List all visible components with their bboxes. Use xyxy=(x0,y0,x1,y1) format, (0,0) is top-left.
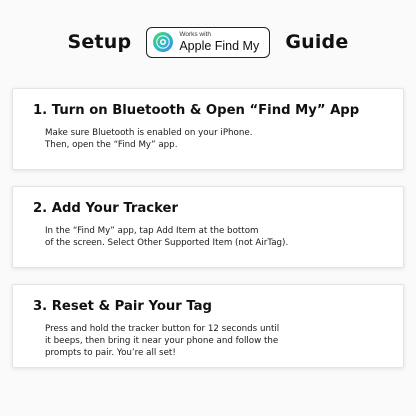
step-1-title: 1. Turn on Bluetooth & Open “Find My” App xyxy=(33,103,360,118)
page-header xyxy=(0,24,416,60)
step-2-line-1: In the “Find My” app, tap Add Item at the bottom xyxy=(45,226,259,236)
step-card-1 xyxy=(12,88,404,170)
step-3-description xyxy=(45,323,385,359)
badge-apple-find-my-label: Apple Find My xyxy=(179,38,260,53)
step-2-title: 2. Add Your Tracker xyxy=(33,201,178,216)
step-3-line-2: it beeps, then bring it near your phone and follow the xyxy=(45,336,279,346)
header-guide-word: Guide xyxy=(285,31,349,53)
step-3-title: 3. Reset & Pair Your Tag xyxy=(33,299,212,314)
step-2-line-2: of the screen. Select Other Supported Item (not AirTag). xyxy=(45,238,289,248)
step-1-line-1: Make sure Bluetooth is enabled on your iPhone. xyxy=(45,128,253,138)
works-with-find-my-badge xyxy=(146,27,270,58)
badge-works-with-label: Works with xyxy=(179,31,211,38)
step-1-line-2: Then, open the “Find My” app. xyxy=(45,140,178,150)
find-my-icon xyxy=(152,31,174,53)
step-3-line-3: prompts to pair. You’re all set! xyxy=(45,348,176,358)
step-card-2 xyxy=(12,186,404,268)
header-setup-word: Setup xyxy=(67,31,132,53)
step-2-description xyxy=(45,225,385,249)
step-1-description xyxy=(45,127,385,151)
step-card-3 xyxy=(12,284,404,368)
step-3-line-1: Press and hold the tracker button for 12 seconds until xyxy=(45,324,280,334)
